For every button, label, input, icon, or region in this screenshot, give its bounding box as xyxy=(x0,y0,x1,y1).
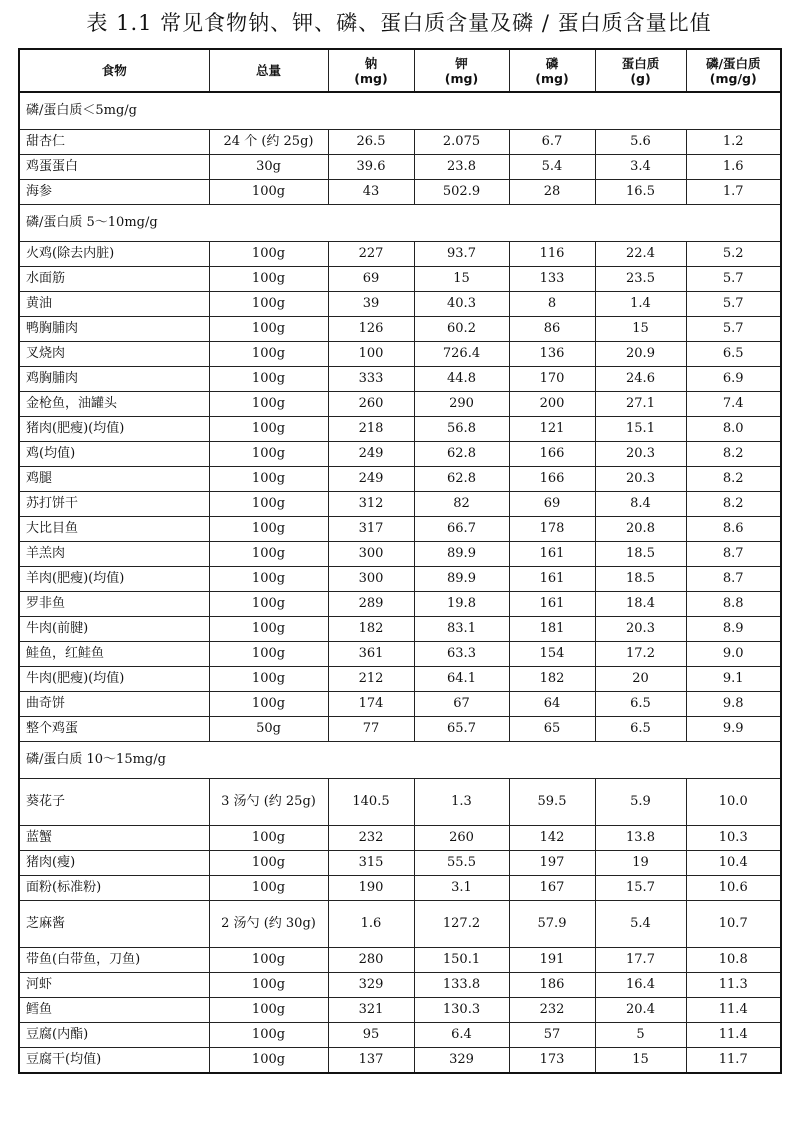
sodium-value: 218 xyxy=(328,417,414,442)
total-amount: 100g xyxy=(209,617,328,642)
ratio-value: 10.6 xyxy=(686,876,781,901)
total-amount: 2 汤勺 (约 30g) xyxy=(209,901,328,948)
phosphorus-value: 6.7 xyxy=(509,130,595,155)
table-row xyxy=(19,1048,781,1074)
potassium-value: 15 xyxy=(414,267,509,292)
phosphorus-value: 65 xyxy=(509,717,595,742)
ratio-value: 11.7 xyxy=(686,1048,781,1074)
header-unit: (mg/g) xyxy=(709,70,757,86)
total-amount: 100g xyxy=(209,567,328,592)
sodium-value: 26.5 xyxy=(328,130,414,155)
phosphorus-value: 64 xyxy=(509,692,595,717)
ratio-value: 8.7 xyxy=(686,567,781,592)
sodium-value: 137 xyxy=(328,1048,414,1074)
ratio-value: 8.2 xyxy=(686,442,781,467)
total-amount: 100g xyxy=(209,467,328,492)
total-amount: 100g xyxy=(209,692,328,717)
protein-value: 22.4 xyxy=(595,242,686,267)
protein-value: 6.5 xyxy=(595,717,686,742)
sodium-value: 280 xyxy=(328,948,414,973)
sodium-value: 174 xyxy=(328,692,414,717)
food-name: 河虾 xyxy=(19,973,209,998)
ratio-value: 6.9 xyxy=(686,367,781,392)
table-row xyxy=(19,242,781,267)
phosphorus-value: 161 xyxy=(509,542,595,567)
total-amount: 100g xyxy=(209,1048,328,1074)
total-amount: 100g xyxy=(209,592,328,617)
food-name: 大比目鱼 xyxy=(19,517,209,542)
food-name: 甜杏仁 xyxy=(19,130,209,155)
food-name: 鲑鱼，红鲑鱼 xyxy=(19,642,209,667)
potassium-value: 290 xyxy=(414,392,509,417)
ratio-value: 5.2 xyxy=(686,242,781,267)
food-name: 黄油 xyxy=(19,292,209,317)
table-row xyxy=(19,998,781,1023)
table-row xyxy=(19,567,781,592)
section-label: 磷/蛋白质 10～15mg/g xyxy=(19,742,781,779)
table-row xyxy=(19,617,781,642)
sodium-value: 190 xyxy=(328,876,414,901)
header-unit: (g) xyxy=(630,70,651,86)
phosphorus-value: 200 xyxy=(509,392,595,417)
header-unit: (mg) xyxy=(354,70,388,86)
phosphorus-value: 57 xyxy=(509,1023,595,1048)
potassium-value: 66.7 xyxy=(414,517,509,542)
protein-value: 20.8 xyxy=(595,517,686,542)
sodium-value: 249 xyxy=(328,442,414,467)
food-name: 整个鸡蛋 xyxy=(19,717,209,742)
total-amount: 100g xyxy=(209,826,328,851)
food-name: 鸡腿 xyxy=(19,467,209,492)
potassium-value: 62.8 xyxy=(414,467,509,492)
food-name: 罗非鱼 xyxy=(19,592,209,617)
potassium-value: 67 xyxy=(414,692,509,717)
phosphorus-value: 69 xyxy=(509,492,595,517)
protein-value: 15.7 xyxy=(595,876,686,901)
protein-value: 16.4 xyxy=(595,973,686,998)
ratio-value: 1.2 xyxy=(686,130,781,155)
protein-value: 5.4 xyxy=(595,901,686,948)
protein-value: 19 xyxy=(595,851,686,876)
potassium-value: 329 xyxy=(414,1048,509,1074)
table-row xyxy=(19,717,781,742)
section-row xyxy=(19,92,781,130)
phosphorus-value: 142 xyxy=(509,826,595,851)
ratio-value: 9.0 xyxy=(686,642,781,667)
sodium-value: 1.6 xyxy=(328,901,414,948)
potassium-value: 83.1 xyxy=(414,617,509,642)
ratio-value: 10.3 xyxy=(686,826,781,851)
food-name: 羊肉(肥瘦)(均值) xyxy=(19,567,209,592)
potassium-value: 44.8 xyxy=(414,367,509,392)
phosphorus-value: 181 xyxy=(509,617,595,642)
table-row xyxy=(19,542,781,567)
ratio-value: 5.7 xyxy=(686,317,781,342)
phosphorus-value: 166 xyxy=(509,467,595,492)
potassium-value: 55.5 xyxy=(414,851,509,876)
protein-value: 6.5 xyxy=(595,692,686,717)
phosphorus-value: 197 xyxy=(509,851,595,876)
sodium-value: 227 xyxy=(328,242,414,267)
table-row xyxy=(19,667,781,692)
phosphorus-value: 154 xyxy=(509,642,595,667)
total-amount: 100g xyxy=(209,180,328,205)
sodium-value: 361 xyxy=(328,642,414,667)
total-amount: 100g xyxy=(209,876,328,901)
potassium-value: 40.3 xyxy=(414,292,509,317)
sodium-value: 300 xyxy=(328,542,414,567)
protein-value: 18.5 xyxy=(595,542,686,567)
protein-value: 20.3 xyxy=(595,467,686,492)
protein-value: 20.3 xyxy=(595,617,686,642)
table-row xyxy=(19,1023,781,1048)
table-row xyxy=(19,948,781,973)
protein-value: 1.4 xyxy=(595,292,686,317)
ratio-value: 10.4 xyxy=(686,851,781,876)
table-row xyxy=(19,642,781,667)
sodium-value: 126 xyxy=(328,317,414,342)
food-name: 曲奇饼 xyxy=(19,692,209,717)
protein-value: 13.8 xyxy=(595,826,686,851)
protein-value: 18.5 xyxy=(595,567,686,592)
potassium-value: 3.1 xyxy=(414,876,509,901)
protein-value: 20.3 xyxy=(595,442,686,467)
sodium-value: 140.5 xyxy=(328,779,414,826)
potassium-value: 130.3 xyxy=(414,998,509,1023)
total-amount: 100g xyxy=(209,367,328,392)
sodium-value: 77 xyxy=(328,717,414,742)
total-amount: 100g xyxy=(209,417,328,442)
food-name: 鸭胸脯肉 xyxy=(19,317,209,342)
total-amount: 100g xyxy=(209,267,328,292)
header-label: 钾 xyxy=(455,55,468,71)
potassium-value: 127.2 xyxy=(414,901,509,948)
phosphorus-value: 136 xyxy=(509,342,595,367)
potassium-value: 82 xyxy=(414,492,509,517)
ratio-value: 1.6 xyxy=(686,155,781,180)
sodium-value: 43 xyxy=(328,180,414,205)
total-amount: 100g xyxy=(209,317,328,342)
ratio-value: 10.8 xyxy=(686,948,781,973)
food-name: 鳕鱼 xyxy=(19,998,209,1023)
table-row xyxy=(19,130,781,155)
ratio-value: 9.8 xyxy=(686,692,781,717)
section-label: 磷/蛋白质 5～10mg/g xyxy=(19,205,781,242)
header-unit: (mg) xyxy=(535,70,569,86)
sodium-value: 39.6 xyxy=(328,155,414,180)
header-phosphorus xyxy=(509,49,595,92)
sodium-value: 182 xyxy=(328,617,414,642)
sodium-value: 321 xyxy=(328,998,414,1023)
phosphorus-value: 178 xyxy=(509,517,595,542)
table-row xyxy=(19,155,781,180)
protein-value: 18.4 xyxy=(595,592,686,617)
food-name: 葵花子 xyxy=(19,779,209,826)
potassium-value: 502.9 xyxy=(414,180,509,205)
phosphorus-value: 167 xyxy=(509,876,595,901)
potassium-value: 2.075 xyxy=(414,130,509,155)
potassium-value: 23.8 xyxy=(414,155,509,180)
sodium-value: 289 xyxy=(328,592,414,617)
table-row xyxy=(19,267,781,292)
food-name: 豆腐干(均值) xyxy=(19,1048,209,1074)
sodium-value: 300 xyxy=(328,567,414,592)
protein-value: 3.4 xyxy=(595,155,686,180)
potassium-value: 62.8 xyxy=(414,442,509,467)
total-amount: 30g xyxy=(209,155,328,180)
table-row xyxy=(19,392,781,417)
protein-value: 15.1 xyxy=(595,417,686,442)
nutrient-table xyxy=(18,48,782,1074)
protein-value: 15 xyxy=(595,1048,686,1074)
section-row xyxy=(19,205,781,242)
food-name: 火鸡(除去内脏) xyxy=(19,242,209,267)
table-row xyxy=(19,417,781,442)
protein-value: 15 xyxy=(595,317,686,342)
table-title: 表 1.1 常见食物钠、钾、磷、蛋白质含量及磷 / 蛋白质含量比值 xyxy=(86,11,712,35)
potassium-value: 89.9 xyxy=(414,542,509,567)
header-row xyxy=(19,49,781,92)
ratio-value: 10.0 xyxy=(686,779,781,826)
protein-value: 24.6 xyxy=(595,367,686,392)
ratio-value: 8.8 xyxy=(686,592,781,617)
potassium-value: 726.4 xyxy=(414,342,509,367)
header-ratio xyxy=(686,49,781,92)
phosphorus-value: 133 xyxy=(509,267,595,292)
header-label: 磷/蛋白质 xyxy=(705,55,761,71)
protein-value: 8.4 xyxy=(595,492,686,517)
protein-value: 17.7 xyxy=(595,948,686,973)
table-row xyxy=(19,292,781,317)
protein-value: 20.4 xyxy=(595,998,686,1023)
potassium-value: 133.8 xyxy=(414,973,509,998)
table-row xyxy=(19,342,781,367)
food-name: 芝麻酱 xyxy=(19,901,209,948)
section-row xyxy=(19,742,781,779)
total-amount: 100g xyxy=(209,642,328,667)
sodium-value: 100 xyxy=(328,342,414,367)
ratio-value: 5.7 xyxy=(686,267,781,292)
ratio-value: 9.1 xyxy=(686,667,781,692)
potassium-value: 150.1 xyxy=(414,948,509,973)
total-amount: 50g xyxy=(209,717,328,742)
phosphorus-value: 121 xyxy=(509,417,595,442)
food-name: 牛肉(前腱) xyxy=(19,617,209,642)
potassium-value: 60.2 xyxy=(414,317,509,342)
phosphorus-value: 161 xyxy=(509,592,595,617)
table-row xyxy=(19,826,781,851)
total-amount: 100g xyxy=(209,973,328,998)
table-row xyxy=(19,779,781,826)
table-row xyxy=(19,973,781,998)
food-name: 面粉(标准粉) xyxy=(19,876,209,901)
food-name: 金枪鱼，油罐头 xyxy=(19,392,209,417)
sodium-value: 232 xyxy=(328,826,414,851)
total-amount: 100g xyxy=(209,392,328,417)
ratio-value: 5.7 xyxy=(686,292,781,317)
ratio-value: 11.4 xyxy=(686,998,781,1023)
total-amount: 100g xyxy=(209,542,328,567)
protein-value: 5.6 xyxy=(595,130,686,155)
ratio-value: 7.4 xyxy=(686,392,781,417)
protein-value: 5 xyxy=(595,1023,686,1048)
table-row xyxy=(19,492,781,517)
sodium-value: 312 xyxy=(328,492,414,517)
food-name: 海参 xyxy=(19,180,209,205)
table-row xyxy=(19,367,781,392)
header-label: 食物 xyxy=(101,63,127,78)
potassium-value: 6.4 xyxy=(414,1023,509,1048)
header-label: 钠 xyxy=(364,55,378,71)
ratio-value: 8.2 xyxy=(686,492,781,517)
ratio-value: 9.9 xyxy=(686,717,781,742)
protein-value: 5.9 xyxy=(595,779,686,826)
food-name: 猪肉(瘦) xyxy=(19,851,209,876)
sodium-value: 315 xyxy=(328,851,414,876)
total-amount: 100g xyxy=(209,517,328,542)
protein-value: 20.9 xyxy=(595,342,686,367)
table-row xyxy=(19,692,781,717)
food-name: 猪肉(肥瘦)(均值) xyxy=(19,417,209,442)
food-name: 鸡胸脯肉 xyxy=(19,367,209,392)
ratio-value: 11.3 xyxy=(686,973,781,998)
sodium-value: 333 xyxy=(328,367,414,392)
header-label: 磷 xyxy=(545,55,559,71)
header-amount xyxy=(209,49,328,92)
total-amount: 100g xyxy=(209,342,328,367)
phosphorus-value: 28 xyxy=(509,180,595,205)
potassium-value: 93.7 xyxy=(414,242,509,267)
total-amount: 24 个 (约 25g) xyxy=(209,130,328,155)
header-label: 总量 xyxy=(255,63,281,78)
table-row xyxy=(19,517,781,542)
sodium-value: 329 xyxy=(328,973,414,998)
food-name: 苏打饼干 xyxy=(19,492,209,517)
ratio-value: 1.7 xyxy=(686,180,781,205)
table-row xyxy=(19,442,781,467)
table-body xyxy=(19,92,781,1073)
food-name: 鸡蛋蛋白 xyxy=(19,155,209,180)
total-amount: 100g xyxy=(209,242,328,267)
total-amount: 100g xyxy=(209,292,328,317)
protein-value: 20 xyxy=(595,667,686,692)
protein-value: 16.5 xyxy=(595,180,686,205)
total-amount: 100g xyxy=(209,667,328,692)
phosphorus-value: 166 xyxy=(509,442,595,467)
food-name: 叉烧肉 xyxy=(19,342,209,367)
phosphorus-value: 59.5 xyxy=(509,779,595,826)
header-potassium xyxy=(414,49,509,92)
potassium-value: 260 xyxy=(414,826,509,851)
phosphorus-value: 8 xyxy=(509,292,595,317)
ratio-value: 6.5 xyxy=(686,342,781,367)
protein-value: 27.1 xyxy=(595,392,686,417)
food-name: 羊羔肉 xyxy=(19,542,209,567)
ratio-value: 8.9 xyxy=(686,617,781,642)
sodium-value: 212 xyxy=(328,667,414,692)
potassium-value: 65.7 xyxy=(414,717,509,742)
phosphorus-value: 182 xyxy=(509,667,595,692)
total-amount: 100g xyxy=(209,998,328,1023)
total-amount: 100g xyxy=(209,851,328,876)
table-row xyxy=(19,851,781,876)
ratio-value: 8.0 xyxy=(686,417,781,442)
phosphorus-value: 170 xyxy=(509,367,595,392)
phosphorus-value: 232 xyxy=(509,998,595,1023)
sodium-value: 39 xyxy=(328,292,414,317)
phosphorus-value: 173 xyxy=(509,1048,595,1074)
table-row xyxy=(19,180,781,205)
ratio-value: 8.7 xyxy=(686,542,781,567)
potassium-value: 1.3 xyxy=(414,779,509,826)
section-label: 磷/蛋白质＜5mg/g xyxy=(19,92,781,130)
potassium-value: 63.3 xyxy=(414,642,509,667)
header-unit: (mg) xyxy=(444,70,479,86)
sodium-value: 95 xyxy=(328,1023,414,1048)
total-amount: 100g xyxy=(209,492,328,517)
phosphorus-value: 57.9 xyxy=(509,901,595,948)
food-name: 蓝蟹 xyxy=(19,826,209,851)
food-name: 水面筋 xyxy=(19,267,209,292)
phosphorus-value: 161 xyxy=(509,567,595,592)
ratio-value: 8.2 xyxy=(686,467,781,492)
total-amount: 100g xyxy=(209,442,328,467)
sodium-value: 260 xyxy=(328,392,414,417)
phosphorus-value: 86 xyxy=(509,317,595,342)
phosphorus-value: 191 xyxy=(509,948,595,973)
protein-value: 17.2 xyxy=(595,642,686,667)
protein-value: 23.5 xyxy=(595,267,686,292)
header-food xyxy=(19,49,209,92)
sodium-value: 317 xyxy=(328,517,414,542)
phosphorus-value: 5.4 xyxy=(509,155,595,180)
ratio-value: 8.6 xyxy=(686,517,781,542)
sodium-value: 249 xyxy=(328,467,414,492)
sodium-value: 69 xyxy=(328,267,414,292)
table-row xyxy=(19,876,781,901)
ratio-value: 11.4 xyxy=(686,1023,781,1048)
potassium-value: 19.8 xyxy=(414,592,509,617)
phosphorus-value: 186 xyxy=(509,973,595,998)
header-sodium xyxy=(328,49,414,92)
food-name: 带鱼(白带鱼，刀鱼) xyxy=(19,948,209,973)
food-name: 牛肉(肥瘦)(均值) xyxy=(19,667,209,692)
table-row xyxy=(19,467,781,492)
table-row xyxy=(19,317,781,342)
food-name: 豆腐(内酯) xyxy=(19,1023,209,1048)
phosphorus-value: 116 xyxy=(509,242,595,267)
food-name: 鸡(均值) xyxy=(19,442,209,467)
header-protein xyxy=(595,49,686,92)
total-amount: 100g xyxy=(209,948,328,973)
total-amount: 100g xyxy=(209,1023,328,1048)
potassium-value: 56.8 xyxy=(414,417,509,442)
potassium-value: 89.9 xyxy=(414,567,509,592)
table-row xyxy=(19,592,781,617)
table-row xyxy=(19,901,781,948)
potassium-value: 64.1 xyxy=(414,667,509,692)
total-amount: 3 汤勺 (约 25g) xyxy=(209,779,328,826)
header-label: 蛋白质 xyxy=(621,55,660,71)
ratio-value: 10.7 xyxy=(686,901,781,948)
